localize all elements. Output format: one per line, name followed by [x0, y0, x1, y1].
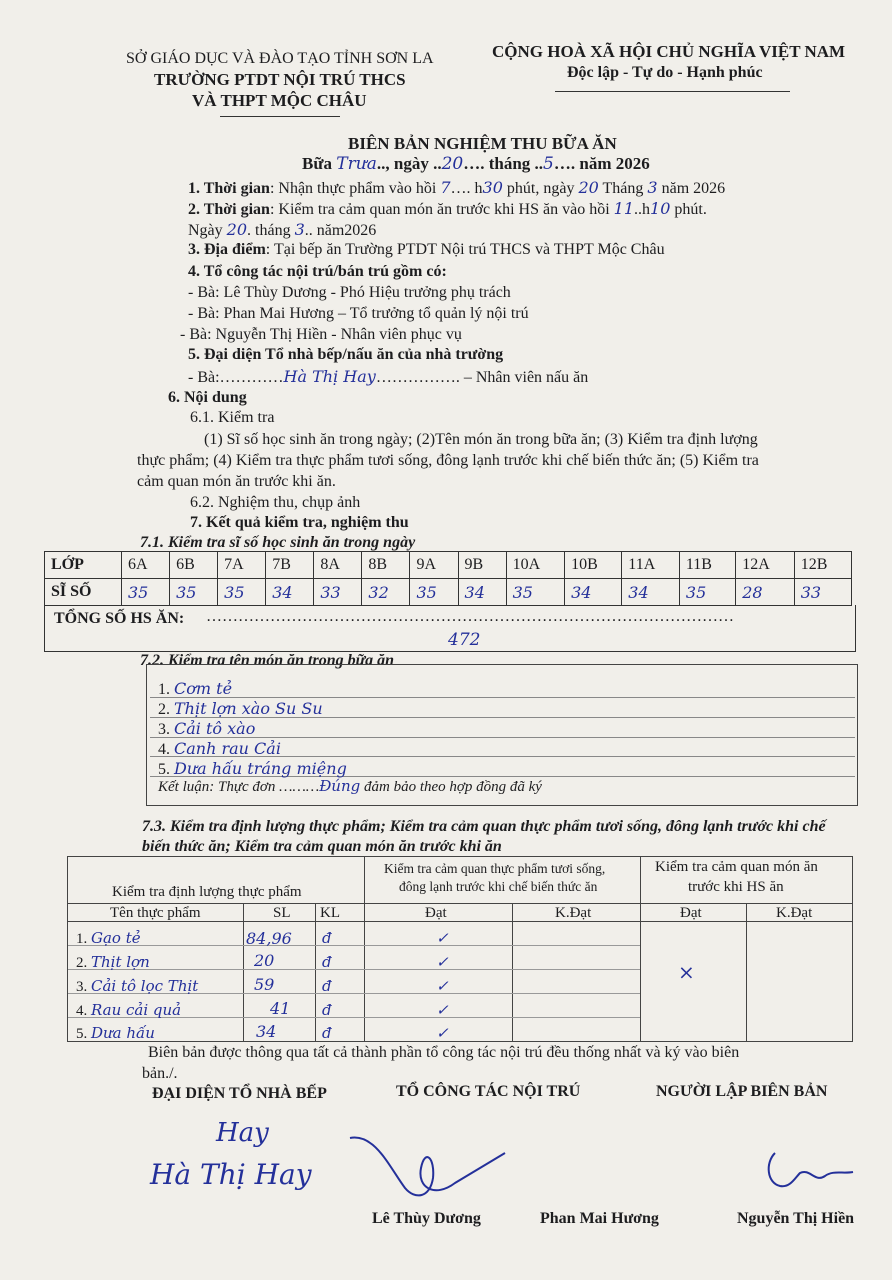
dish-item-2 — [158, 699, 323, 719]
col-dat-fresh: Đạt — [425, 905, 447, 921]
sl-value: 59 — [254, 975, 275, 994]
member-3: - Bà: Nguyễn Thị Hiền - Nhân viên phục vụ — [180, 326, 462, 343]
document-title: BIÊN BẢN NGHIỆM THU BỮA ĂN — [348, 134, 617, 153]
header-quantity: Kiểm tra định lượng thực phẩm — [112, 884, 302, 900]
count-row — [45, 579, 852, 606]
class-cell: 9A — [410, 552, 458, 579]
header-underline-left — [220, 116, 340, 117]
count-cell: 34 — [565, 579, 622, 606]
meal-day-label: .., ngày .. — [376, 154, 442, 173]
meal-prefix: Bữa — [302, 154, 333, 173]
table-divider — [746, 903, 747, 1041]
section-6-1: 6.1. Kiểm tra — [190, 409, 275, 426]
row-number: 3. — [76, 979, 88, 995]
item3-text: : Tại bếp ăn Trường PTDT Nội trú THCS và THPT Mộc Châu — [265, 241, 665, 258]
row-number: 2. — [76, 955, 88, 971]
item2-line — [188, 199, 707, 219]
item2-text2: phút. — [674, 201, 707, 218]
col-kdat-fresh: K.Đạt — [555, 905, 592, 921]
meal-handwritten: Trưa — [336, 154, 377, 174]
conclusion-text: đảm bảo theo hợp đồng đã ký — [360, 779, 542, 795]
conclusion-handwritten: Đúng — [319, 777, 361, 795]
dish-number: 5. — [158, 761, 170, 778]
item2-date-line — [188, 220, 376, 240]
food-name-handwritten: Thịt lợn — [91, 953, 150, 971]
dish-name-handwritten: Cơm tẻ — [174, 679, 233, 698]
dish-name-handwritten: Canh rau Cải — [174, 739, 281, 758]
row-number: 1. — [76, 931, 88, 947]
header-sensory-2: trước khi HS ăn — [688, 879, 784, 895]
sig-heading-kitchen: ĐẠI DIỆN TỔ NHÀ BẾP — [152, 1085, 327, 1102]
sl-value: 20 — [254, 951, 275, 970]
item5-label: 5. Đại diện Tổ nhà bếp/nấu ăn của nhà trường — [188, 346, 504, 363]
class-cell: 11A — [622, 552, 680, 579]
table-rule — [68, 903, 852, 904]
food-name-handwritten: Gạo tẻ — [91, 929, 141, 947]
count-cell: 34 — [622, 579, 680, 606]
check-mark: ✓ — [436, 977, 449, 995]
kl-value: đ — [322, 1024, 332, 1042]
item1-text: : Nhận thực phẩm vào hồi — [269, 180, 437, 197]
dish-item-4 — [158, 739, 281, 759]
item6-label: 6. Nội dung — [168, 389, 247, 406]
item2-day-label: Ngày — [188, 222, 223, 239]
count-cell: 35 — [218, 579, 266, 606]
dish-name-handwritten: Dưa hấu tráng miệng — [174, 759, 347, 778]
conclusion-line — [158, 777, 542, 796]
section-6-2: 6.2. Nghiệm thu, chụp ảnh — [190, 494, 361, 511]
sl-value: 84,96 — [246, 929, 292, 948]
col-kl: KL — [320, 905, 340, 921]
country-name: CỘNG HOÀ XÃ HỘI CHỦ NGHĨA VIỆT NAM — [492, 42, 846, 61]
food-name-handwritten: Dưa hấu — [91, 1024, 155, 1042]
sl-value: 41 — [270, 999, 291, 1018]
member-1: - Bà: Lê Thùy Dương - Phó Hiệu trưởng phụ trách — [188, 284, 511, 301]
para-line-3: cảm quan món ăn trước khi ăn. — [137, 473, 336, 490]
item1-hour-handwritten: 7 — [440, 178, 451, 197]
item1-line — [188, 178, 725, 198]
col-dat-sensory: Đạt — [680, 905, 702, 921]
food-row-4 — [76, 1001, 181, 1020]
count-cell: 35 — [506, 579, 564, 606]
item2-mid: ..h — [634, 201, 651, 218]
count-cell: 33 — [314, 579, 362, 606]
food-name-handwritten: Cải tô lọc Thịt — [91, 977, 199, 995]
signer-name-3: Nguyễn Thị Hiền — [737, 1210, 855, 1227]
header-sensory-1: Kiểm tra cảm quan món ăn — [655, 859, 818, 875]
table-divider — [315, 903, 316, 1041]
motto: Độc lập - Tự do - Hạnh phúc — [567, 64, 763, 81]
item1-label: 1. Thời gian — [188, 180, 270, 197]
signer-name-2: Phan Mai Hương — [540, 1210, 659, 1227]
item1-mid: …. h — [450, 180, 483, 197]
check-mark: ✓ — [436, 1024, 449, 1042]
table-rule — [68, 969, 640, 970]
dish-number: 4. — [158, 741, 170, 758]
item2-hour-handwritten: 11 — [613, 199, 635, 218]
table-divider — [640, 857, 641, 1041]
class-cell: 6A — [122, 552, 170, 579]
col-food-name: Tên thực phẩm — [110, 905, 201, 921]
class-cell: 12A — [736, 552, 794, 579]
item2-text: : Kiểm tra cảm quan món ăn trước khi HS ăn vào hồi — [269, 201, 610, 218]
kl-value: đ — [322, 929, 332, 947]
check-mark: ✓ — [436, 953, 449, 971]
item3-label: 3. Địa điểm — [188, 241, 266, 258]
class-cell: 10B — [565, 552, 622, 579]
header-underline-right — [555, 91, 790, 92]
closing-line-2: bản./. — [142, 1065, 178, 1082]
para-line-2: thực phẩm; (4) Kiểm tra thực phẩm tươi sống, đông lạnh trước khi chế biến thức ăn; (5) Kiểm tra — [137, 452, 759, 469]
item1-min-handwritten: 30 — [482, 178, 503, 197]
row-number: 4. — [76, 1003, 88, 1019]
item7-label: 7. Kết quả kiểm tra, nghiệm thu — [190, 514, 409, 531]
item5-role: . – Nhân viên nấu ăn — [455, 369, 589, 386]
total-dots: ……………………………………………………………………………………… — [206, 608, 734, 625]
meal-month-label: …. tháng .. — [463, 154, 544, 173]
class-cell: 8A — [314, 552, 362, 579]
class-cell: 11B — [679, 552, 735, 579]
conclusion-label: Kết luận: Thực đơn ……… — [158, 779, 320, 795]
item2-month-label: . tháng — [247, 222, 291, 239]
sensory-mark: × — [678, 960, 695, 984]
class-cell: 9B — [458, 552, 506, 579]
item2-year-label: .. năm2026 — [304, 222, 377, 239]
class-cell: 8B — [362, 552, 410, 579]
row-number: 5. — [76, 1026, 88, 1042]
item4-label: 4. Tổ công tác nội trú/bán trú gồm có: — [188, 263, 447, 280]
count-cell: 35 — [170, 579, 218, 606]
count-cell: 35 — [410, 579, 458, 606]
table-rule — [68, 945, 640, 946]
team-signature-scribble — [345, 1128, 515, 1208]
item1-month-handwritten: 3 — [647, 178, 658, 197]
count-cell: 33 — [794, 579, 851, 606]
member-2: - Bà: Phan Mai Hương – Tổ trưởng tổ quản lý nội trú — [188, 305, 529, 322]
item1-text4: năm 2026 — [661, 180, 726, 197]
section-7-2: 7.2. Kiểm tra tên món ăn trong bữa ăn — [140, 652, 395, 669]
count-cell: 32 — [362, 579, 410, 606]
school-name-1: TRƯỜNG PTDT NỘI TRÚ THCS — [154, 70, 406, 89]
kl-value: đ — [322, 977, 332, 995]
dish-rule — [150, 697, 855, 698]
dish-item-3 — [158, 719, 255, 739]
item5-prefix: - Bà: — [188, 369, 220, 386]
dish-number: 1. — [158, 681, 170, 698]
count-cell: 34 — [266, 579, 314, 606]
total-handwritten: 472 — [448, 630, 481, 650]
food-name-handwritten: Rau cải quả — [91, 1001, 182, 1019]
cook-name-handwritten: Hà Thị Hay — [283, 367, 376, 386]
section-7-1: 7.1. Kiểm tra sĩ số học sinh ăn trong ngày — [140, 534, 416, 551]
item1-text3: Tháng — [602, 180, 644, 197]
item2-day-handwritten: 20 — [226, 220, 248, 239]
count-cell: 34 — [458, 579, 506, 606]
count-cell: 35 — [122, 579, 170, 606]
class-cell: 10A — [506, 552, 564, 579]
class-cell: 7A — [218, 552, 266, 579]
kl-value: đ — [322, 1001, 332, 1019]
table-divider — [364, 857, 365, 1041]
dish-name-handwritten: Cải tô xào — [174, 719, 256, 738]
kitchen-signature-full: Hà Thị Hay — [150, 1158, 312, 1191]
food-row-1 — [76, 929, 141, 948]
meal-year-label: …. năm 2026 — [553, 154, 650, 173]
item2-label: 2. Thời gian — [188, 201, 270, 218]
item5-dots: ………… — [219, 369, 284, 386]
author-signature-scribble — [755, 1148, 865, 1198]
table-divider — [243, 903, 244, 1041]
col-sl: SL — [273, 905, 291, 921]
sig-heading-author: NGƯỜI LẬP BIÊN BẢN — [656, 1083, 828, 1100]
meal-line — [302, 154, 650, 174]
count-cell: 28 — [736, 579, 794, 606]
check-mark: ✓ — [436, 1001, 449, 1019]
dish-number: 3. — [158, 721, 170, 738]
dish-name-handwritten: Thịt lợn xào Su Su — [174, 699, 323, 718]
count-cell: 35 — [679, 579, 735, 606]
class-row — [45, 552, 852, 579]
class-cell: 7B — [266, 552, 314, 579]
food-row-3 — [76, 977, 198, 996]
col-kdat-sensory: K.Đạt — [776, 905, 813, 921]
item2-min-handwritten: 10 — [650, 199, 671, 218]
dish-rule — [150, 737, 855, 738]
food-row-5 — [76, 1024, 155, 1043]
total-label: TỔNG SỐ HS ĂN: — [54, 610, 185, 627]
sl-value: 34 — [256, 1022, 277, 1041]
school-name-2: VÀ THPT MỘC CHÂU — [192, 91, 367, 110]
kl-value: đ — [322, 953, 332, 971]
section-7-3-line1: 7.3. Kiểm tra định lượng thực phẩm; Kiểm tra cảm quan thực phẩm tươi sống, đông lạnh trước khi chế — [142, 818, 826, 835]
class-row-label: LỚP — [45, 552, 122, 579]
food-row-2 — [76, 953, 150, 972]
item5-dots2: …………… — [375, 369, 456, 386]
class-count-table — [44, 551, 852, 606]
check-mark: ✓ — [436, 929, 449, 947]
count-row-label: SĨ SỐ — [45, 579, 122, 606]
meal-day-handwritten: 20 — [441, 154, 464, 174]
signer-name-1: Lê Thùy Dương — [372, 1210, 481, 1227]
header-fresh-1: Kiểm tra cảm quan thực phẩm tươi sống, — [384, 861, 606, 876]
para-line-1: (1) Sĩ số học sinh ăn trong ngày; (2)Tên món ăn trong bữa ăn; (3) Kiểm tra định lượng — [204, 431, 758, 448]
item1-text2: phút, ngày — [506, 180, 575, 197]
item3-line — [188, 241, 665, 259]
class-cell: 12B — [794, 552, 851, 579]
section-7-3-line2: biến thức ăn; Kiểm tra cảm quan món ăn trước khi ăn — [142, 838, 502, 855]
dept-name: SỞ GIÁO DỤC VÀ ĐÀO TẠO TỈNH SƠN LA — [126, 50, 434, 67]
item5-line — [188, 367, 588, 387]
dish-item-1 — [158, 679, 232, 699]
table-divider — [512, 903, 513, 1041]
meal-month-handwritten: 5 — [543, 154, 554, 174]
item2-month-handwritten: 3 — [294, 220, 305, 239]
header-fresh-2: đông lạnh trước khi chế biến thức ăn — [399, 879, 598, 894]
kitchen-signature-short: Hay — [216, 1118, 269, 1148]
dish-item-5 — [158, 759, 347, 779]
item1-day-handwritten: 20 — [578, 178, 599, 197]
closing-line-1: Biên bản được thông qua tất cả thành phần tổ công tác nội trú đều thống nhất và ký vào biên — [148, 1044, 740, 1061]
class-cell: 6B — [170, 552, 218, 579]
sig-heading-team: TỔ CÔNG TÁC NỘI TRÚ — [396, 1083, 581, 1100]
dish-number: 2. — [158, 701, 170, 718]
